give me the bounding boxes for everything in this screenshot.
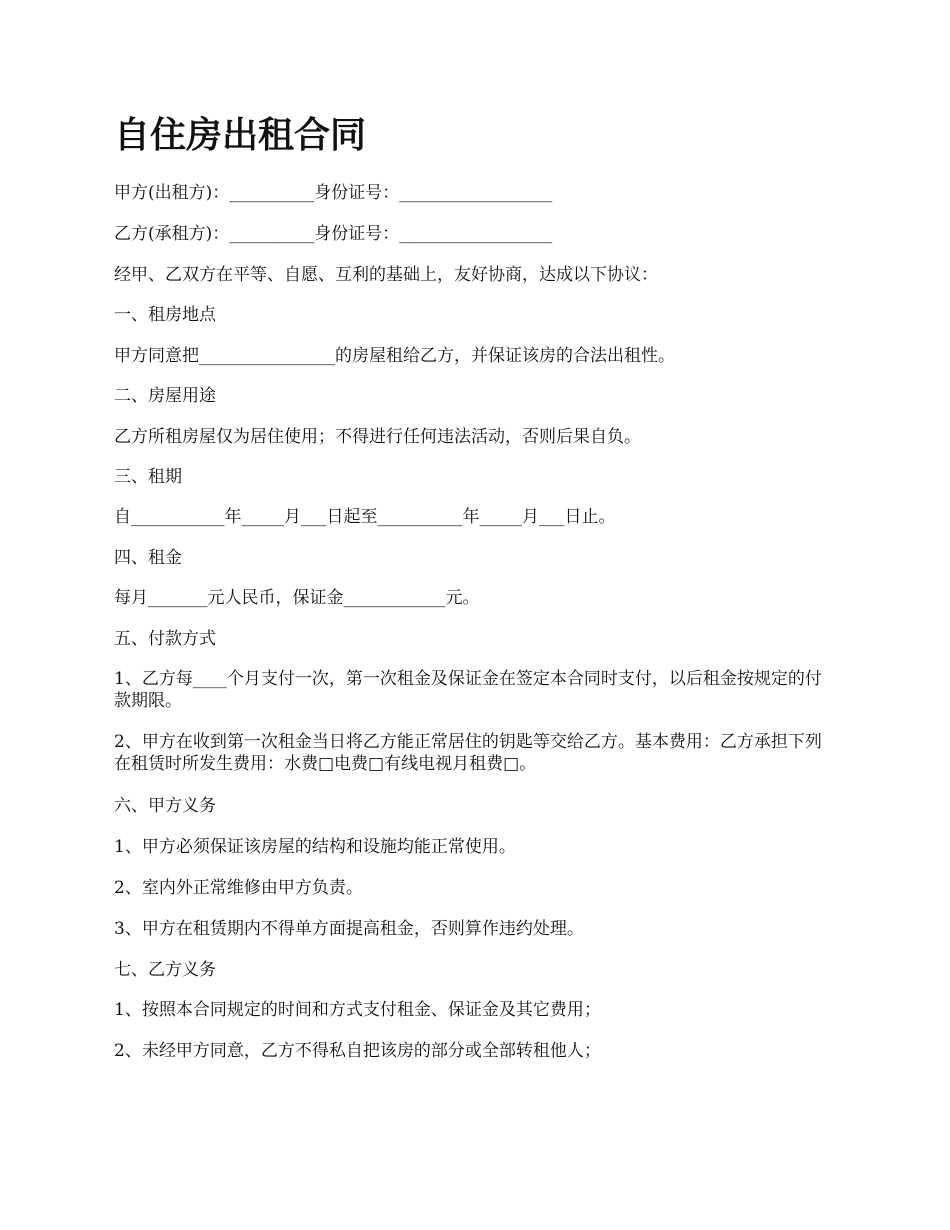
section-heading-term: 三、租期	[114, 467, 182, 487]
section-heading-location: 一、租房地点	[114, 305, 216, 325]
party-b-line: 乙方(承租方)：__________身份证号：__________________	[114, 224, 553, 244]
party-a-line: 甲方(出租方)：__________身份证号：__________________	[114, 183, 553, 203]
landlord-duty-1: 1、甲方必须保证该房屋的结构和设施均能正常使用。	[114, 837, 516, 857]
section-heading-tenant-duties: 七、乙方义务	[114, 960, 216, 980]
location-clause: 甲方同意把________________的房屋租给乙方，并保证该房的合法出租性。	[114, 346, 675, 366]
section-heading-landlord-duties: 六、甲方义务	[114, 796, 216, 816]
tenant-duty-1: 1、按照本合同规定的时间和方式支付租金、保证金及其它费用；	[114, 1000, 601, 1020]
landlord-duty-2: 2、室内外正常维修由甲方负责。	[114, 878, 363, 898]
payment-clause-2: 2、甲方在收到第一次租金当日将乙方能正常居住的钥匙等交给乙方。基本费用：乙方承担下列在租赁时所发生费用：水费□电费□有线电视月租费□。	[114, 732, 822, 774]
tenant-duty-2: 2、未经甲方同意，乙方不得私自把该房的部分或全部转租他人；	[114, 1041, 601, 1061]
section-heading-payment: 五、付款方式	[114, 629, 216, 649]
section-heading-rent: 四、租金	[114, 548, 182, 568]
agreement-intro: 经甲、乙双方在平等、自愿、互利的基础上，友好协商，达成以下协议：	[114, 265, 658, 285]
landlord-duty-3: 3、甲方在租赁期内不得单方面提高租金，否则算作违约处理。	[114, 919, 584, 939]
section-heading-usage: 二、房屋用途	[114, 386, 216, 406]
term-clause: 自___________年_____月___日起至__________年_____月___日止。	[114, 507, 616, 527]
document-title: 自住房出租合同	[114, 115, 367, 156]
usage-clause: 乙方所租房屋仅为居住使用；不得进行任何违法活动，否则后果自负。	[114, 427, 641, 447]
rent-clause: 每月_______元人民币，保证金____________元。	[114, 588, 480, 608]
payment-clause-1: 1、乙方每____个月支付一次，第一次租金及保证金在签定本合同时支付，以后租金按规定的付款期限。	[114, 669, 822, 711]
